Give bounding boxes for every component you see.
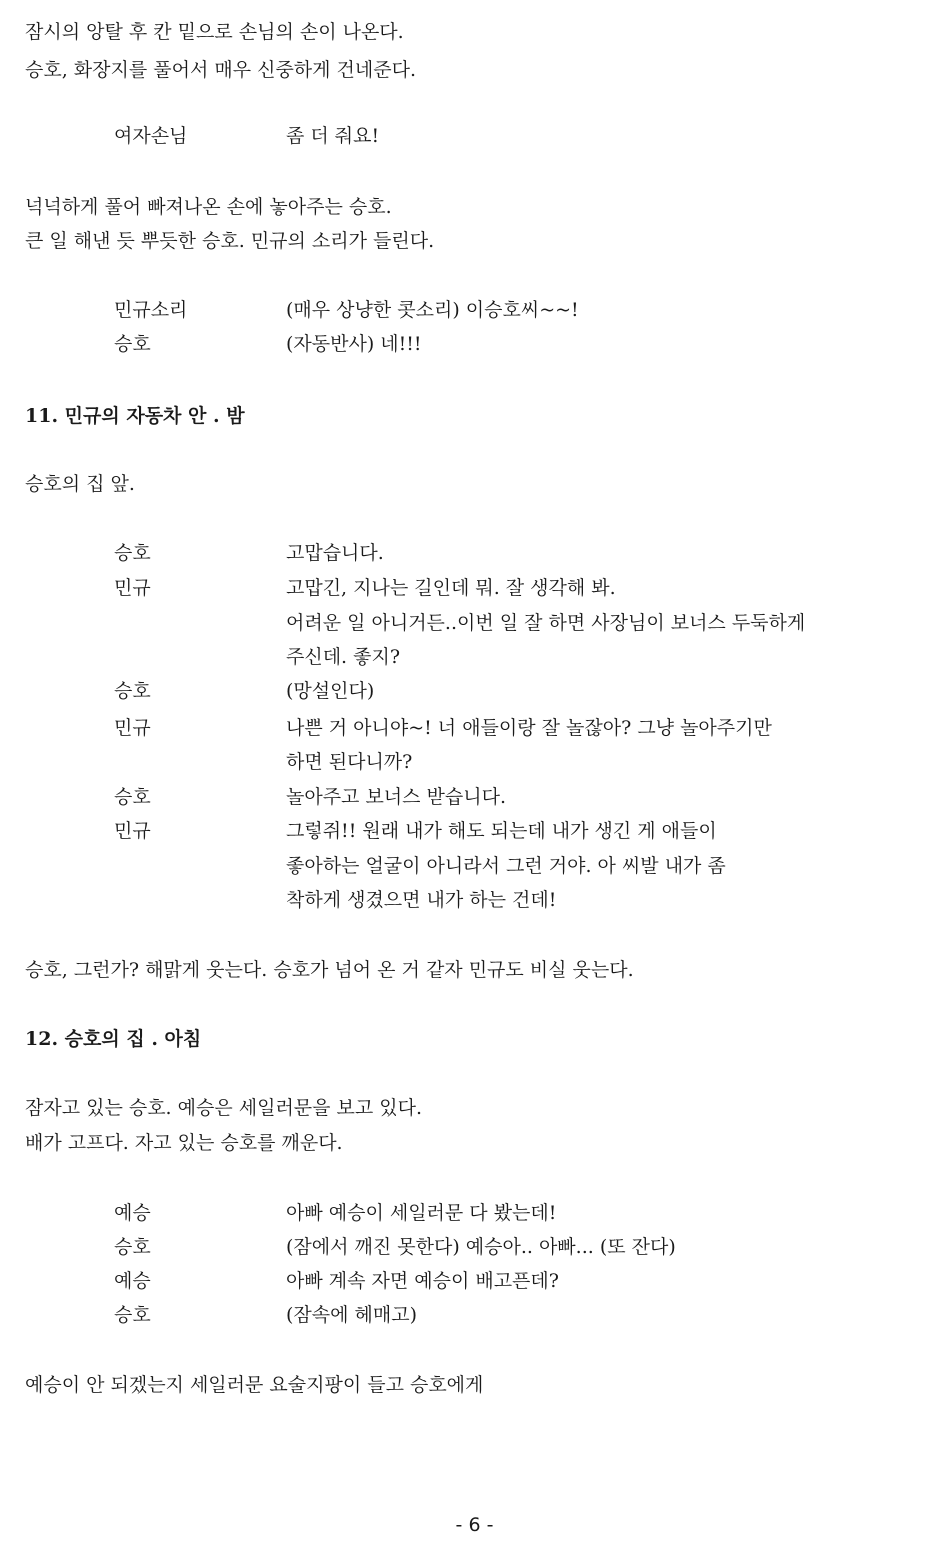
dialogue-line: 고맙긴, 지나는 길인데 뭐. 잘 생각해 봐. (286, 577, 616, 599)
scene-heading: 11. 민규의 자동차 안 . 밤 (25, 405, 245, 427)
speaker-name: 민규 (114, 820, 151, 842)
dialogue-line: 아빠 예승이 세일러문 다 봤는데! (286, 1202, 557, 1224)
action-line: 예승이 안 되겠는지 세일러문 요술지팡이 들고 승호에게 (25, 1374, 484, 1396)
speaker-name: 승호 (114, 333, 151, 355)
page-number: - 6 - (455, 1514, 494, 1536)
dialogue-line: 주신데. 좋지? (286, 646, 401, 668)
dialogue-line: (자동반사) 네!!! (286, 333, 422, 355)
speaker-name: 승호 (114, 542, 151, 564)
action-line: 승호의 집 앞. (25, 473, 135, 495)
dialogue-line: 아빠 계속 자면 예승이 배고픈데? (286, 1270, 559, 1292)
dialogue-line: 그렇쥐!! 원래 내가 해도 되는데 내가 생긴 게 애들이 (286, 820, 717, 842)
speaker-name: 승호 (114, 1236, 151, 1258)
speaker-name: 예승 (114, 1202, 151, 1224)
action-line: 승호, 화장지를 풀어서 매우 신중하게 건네준다. (25, 59, 417, 81)
scene-heading: 12. 승호의 집 . 아침 (25, 1028, 202, 1050)
dialogue-line: 착하게 생겼으면 내가 하는 건데! (286, 889, 557, 911)
speaker-name: 승호 (114, 680, 151, 702)
dialogue-line: (매우 상냥한 콧소리) 이승호씨~~! (286, 299, 579, 321)
dialogue-line: (잠속에 헤매고) (286, 1304, 417, 1326)
dialogue-line: (잠에서 깨진 못한다) 예승아.. 아빠... (또 잔다) (286, 1236, 676, 1258)
dialogue-line: (망설인다) (286, 680, 375, 702)
speaker-name: 민규소리 (114, 299, 188, 321)
dialogue-line: 하면 된다니까? (286, 751, 413, 773)
dialogue-line: 좀 더 줘요! (286, 125, 380, 147)
speaker-name: 승호 (114, 786, 151, 808)
action-line: 승호, 그런가? 해맑게 웃는다. 승호가 넘어 온 거 같자 민규도 비실 웃는다. (25, 959, 634, 981)
action-line: 큰 일 해낸 듯 뿌듯한 승호. 민규의 소리가 들린다. (25, 230, 435, 252)
action-line: 배가 고프다. 자고 있는 승호를 깨운다. (25, 1132, 343, 1154)
action-line: 잠시의 앙탈 후 칸 밑으로 손님의 손이 나온다. (25, 21, 404, 43)
speaker-name: 승호 (114, 1304, 151, 1326)
dialogue-line: 좋아하는 얼굴이 아니라서 그런 거야. 아 씨발 내가 좀 (286, 855, 726, 877)
dialogue-line: 어려운 일 아니거든..이번 일 잘 하면 사장님이 보너스 두둑하게 (286, 612, 806, 634)
speaker-name: 민규 (114, 717, 151, 739)
speaker-name: 민규 (114, 577, 151, 599)
dialogue-line: 나쁜 거 아니야~! 너 애들이랑 잘 놀잖아? 그냥 놀아주기만 (286, 717, 772, 739)
speaker-name: 여자손님 (114, 125, 188, 147)
speaker-name: 예승 (114, 1270, 151, 1292)
action-line: 잠자고 있는 승호. 예승은 세일러문을 보고 있다. (25, 1097, 423, 1119)
action-line: 넉넉하게 풀어 빠져나온 손에 놓아주는 승호. (25, 196, 392, 218)
dialogue-line: 고맙습니다. (286, 542, 384, 564)
dialogue-line: 놀아주고 보너스 받습니다. (286, 786, 507, 808)
